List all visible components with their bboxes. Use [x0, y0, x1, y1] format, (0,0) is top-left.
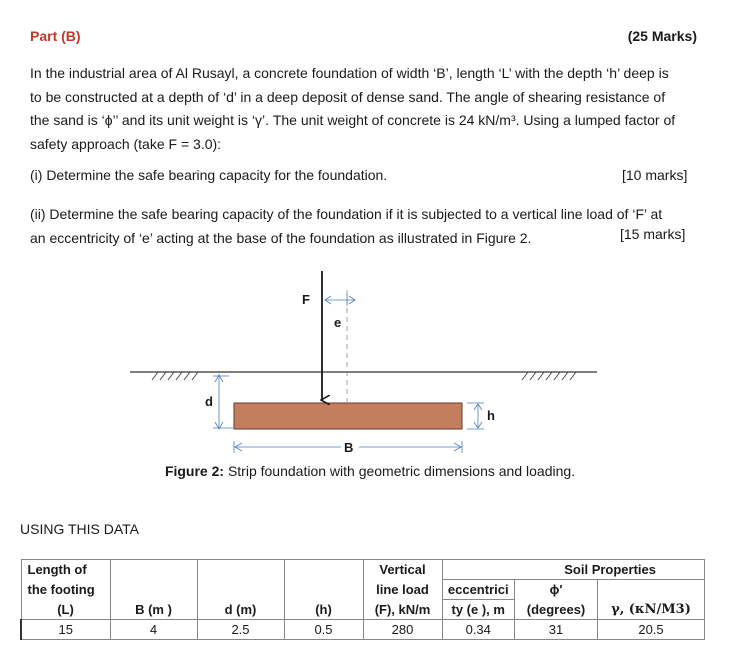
label-width-B: B — [344, 440, 354, 455]
using-data-label: USING THIS DATA — [20, 521, 140, 537]
problem-line: to be constructed at a depth of ‘d’ in a deep deposit of dense sand. The angle of shearing resistance of — [30, 88, 666, 105]
header-load-line3: (F), kN/m — [363, 600, 442, 620]
header-eccentricity-line2: eccentrici — [442, 580, 515, 600]
value-phi: 31 — [515, 620, 598, 640]
question-2-marks: [15 marks] — [620, 226, 686, 242]
question-2-line: an eccentricity of ‘e’ acting at the base of the foundation as illustrated in Figure 2. — [30, 229, 532, 246]
header-length-line2: the footing — [21, 580, 110, 600]
figure-caption — [0, 463, 740, 479]
header-soil-properties: Soil Properties — [515, 560, 705, 580]
strip-footing — [234, 403, 462, 429]
header-gamma: γ, (κN/M3) — [598, 600, 705, 620]
header-eccentricity-line3: ty (e ), m — [442, 600, 515, 620]
question-1-marks: [10 marks] — [622, 167, 688, 183]
header-phi-symbol: ϕ' — [515, 580, 598, 600]
problem-line: the sand is ‘ϕ’’ and its unit weight is ‘γ’. The unit weight of concrete is 24 kN/m³. Using a lumped factor of — [30, 112, 676, 128]
header-B: B (m ) — [110, 600, 197, 620]
header-length-line3: (L) — [21, 600, 110, 620]
label-thickness-h: h — [487, 408, 495, 423]
value-B: 4 — [110, 620, 197, 640]
question-1: (i) Determine the safe bearing capacity for the foundation. — [30, 167, 388, 183]
label-load-F: F — [302, 292, 310, 307]
value-gamma: 20.5 — [598, 620, 705, 640]
value-e: 0.34 — [442, 620, 515, 640]
problem-line: In the industrial area of Al Rusayl, a concrete foundation of width ‘B’, length ‘L’ with the depth ‘h’ deep is — [30, 65, 669, 81]
ground-hatch-right — [522, 372, 576, 380]
total-marks: (25 Marks) — [627, 28, 697, 44]
header-load-line2: line load — [363, 580, 442, 600]
value-d: 2.5 — [197, 620, 284, 640]
value-L: 15 — [21, 620, 110, 640]
figure-caption-text: Strip foundation with geometric dimensions and loading. — [224, 463, 576, 479]
value-F: 280 — [363, 620, 442, 640]
label-depth-d: d — [205, 394, 213, 409]
figure-caption-number: Figure 2: — [164, 463, 225, 479]
ground-hatch-left — [152, 372, 198, 380]
header-load-line1: Vertical — [363, 560, 442, 580]
label-eccentricity-e: e — [334, 315, 342, 330]
data-table — [20, 559, 705, 640]
question-2-line: (ii) Determine the safe bearing capacity of the foundation if it is subjected to a vertical line load of ‘F’ at — [30, 206, 663, 222]
value-h: 0.5 — [284, 620, 363, 640]
problem-line: safety approach (take F = 3.0): — [30, 135, 222, 152]
header-phi-units: (degrees) — [515, 600, 598, 620]
header-h: (h) — [284, 600, 363, 620]
header-d: d (m) — [197, 600, 284, 620]
part-heading: Part (B) — [30, 28, 81, 44]
header-length-line1: Length of — [21, 560, 110, 580]
